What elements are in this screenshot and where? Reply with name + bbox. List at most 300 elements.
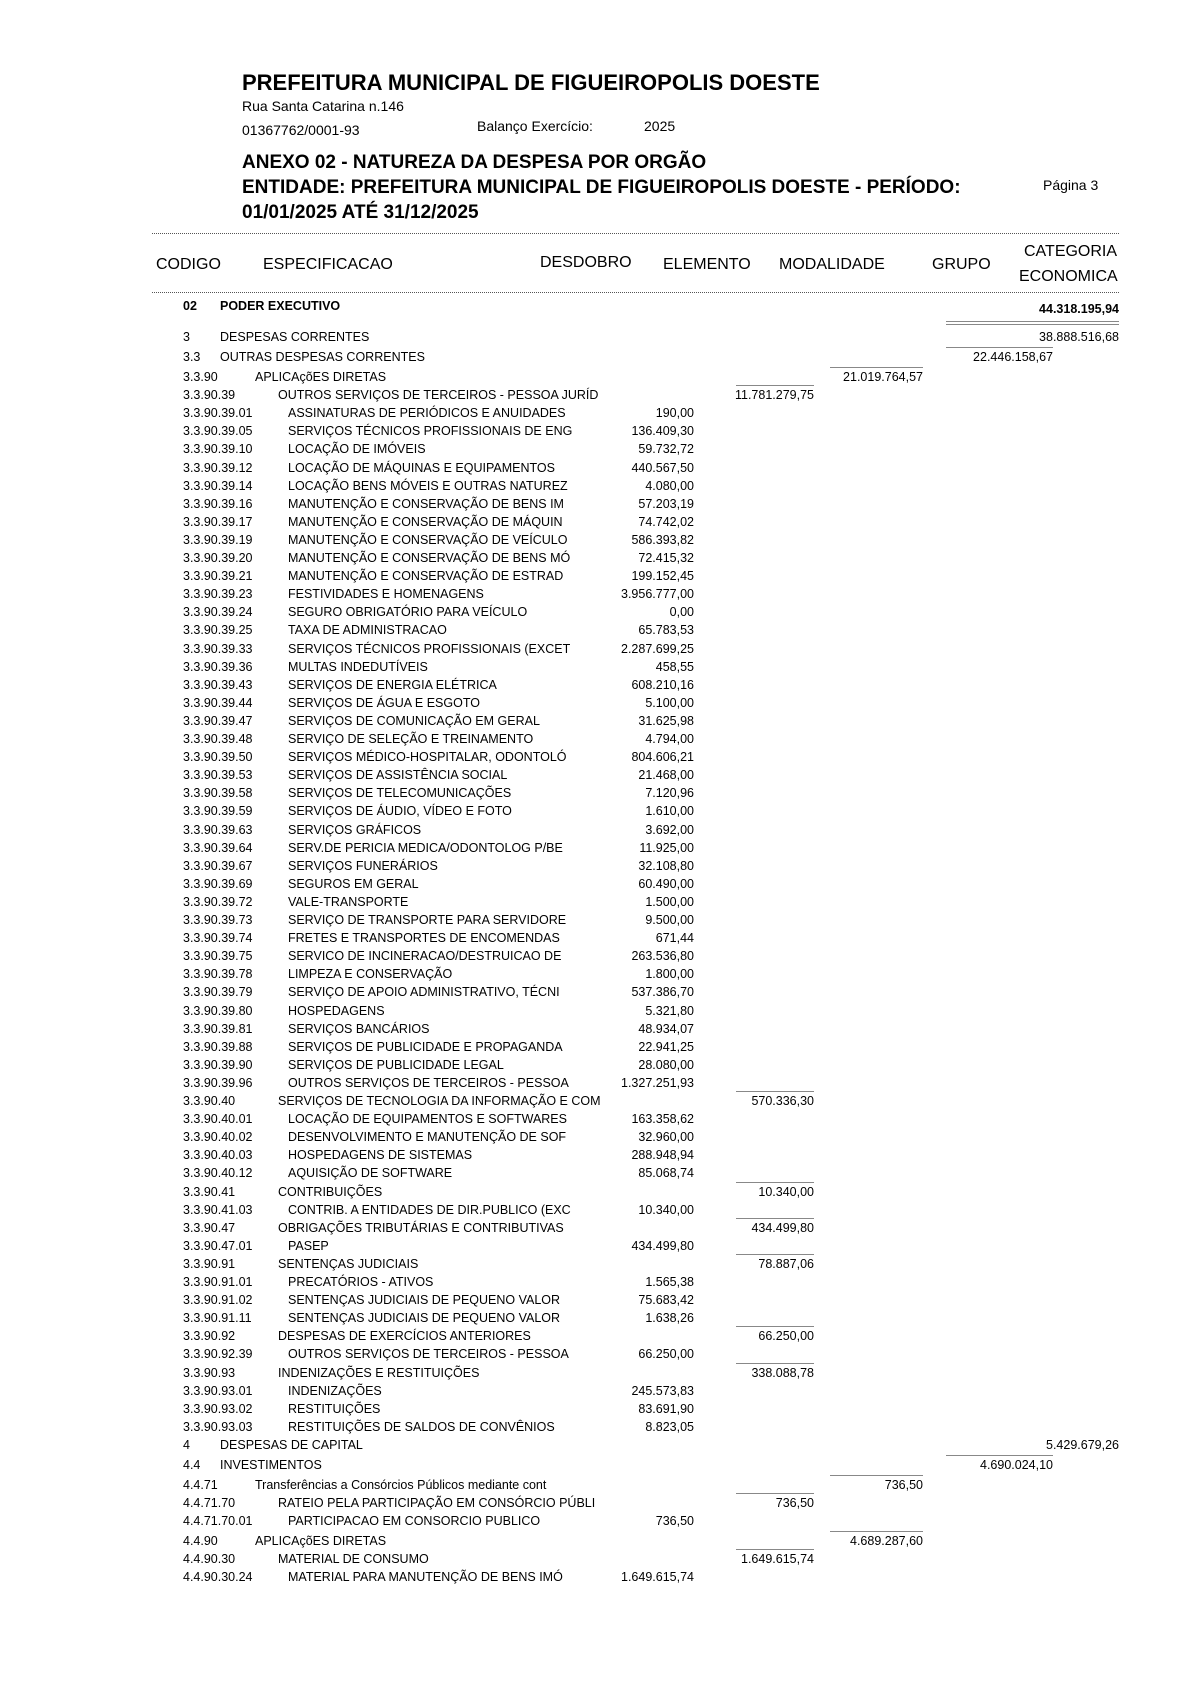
row-value: 60.490,00 [638,876,694,891]
row-value: 4.080,00 [645,478,694,493]
row-value: 66.250,00 [638,1347,694,1362]
table-row [0,1495,1191,1512]
table-row [0,1075,1191,1092]
row-code: 3.3.90.40.01 [183,1112,253,1127]
subtotal-line [830,1531,923,1532]
row-description: LOCAÇÃO DE MÁQUINAS E EQUIPAMENTOS [288,460,555,475]
table-row [0,387,1191,404]
row-description: SERVIÇOS DE ASSISTÊNCIA SOCIAL [288,768,508,783]
row-code: 3.3.90.39.79 [183,985,253,1000]
row-code: 3.3.90.39.64 [183,840,253,855]
row-description: HOSPEDAGENS [288,1003,385,1018]
table-row [0,894,1191,911]
table-row [0,1346,1191,1363]
row-value: 8.823,05 [645,1419,694,1434]
col-categoria: CATEGORIA [1024,243,1118,260]
row-description: SERVIÇOS BANCÁRIOS [288,1021,430,1036]
subtotal-line [830,367,923,368]
row-code: 4 [183,1437,190,1452]
row-description: SERVIÇOS DE PUBLICIDADE LEGAL [288,1057,504,1072]
address: Rua Santa Catarina n.146 [242,98,404,114]
row-code: 3 [183,330,190,344]
row-value: 75.683,42 [638,1293,694,1308]
table-row [0,731,1191,748]
table-row [0,460,1191,477]
table-row [0,876,1191,893]
row-code: 3.3.90.39.67 [183,858,253,873]
row-value: 85.068,74 [638,1166,694,1181]
table-row [0,785,1191,802]
page-number: Página 3 [1043,177,1099,193]
header-divider [152,233,1119,234]
row-value: 31.625,98 [638,713,694,728]
table-row [0,822,1191,839]
table-row [0,1256,1191,1273]
row-value: 3.692,00 [645,822,694,837]
table-row [0,514,1191,531]
row-value: 21.019.764,57 [843,370,923,384]
row-value: 65.783,53 [638,623,694,638]
col-elemento: ELEMENTO [663,256,751,273]
row-code: 4.4.90 [183,1534,218,1549]
row-code: 3.3.90.41 [183,1184,236,1199]
row-value: 288.948,94 [631,1148,694,1163]
col-economica: ECONOMICA [1019,268,1118,285]
subtotal-line [736,1493,814,1494]
columns-divider [152,292,1119,293]
subtotal-line [830,1475,923,1476]
row-description: MANUTENÇÃO E CONSERVAÇÃO DE MÁQUIN [288,514,563,529]
row-description: MANUTENÇÃO E CONSERVAÇÃO DE BENS IM [288,496,564,511]
row-code: 3.3.90.40 [183,1094,236,1108]
row-code: 3.3.90.39.14 [183,478,253,493]
row-value: 1.800,00 [645,967,694,982]
row-value: 32.108,80 [638,858,694,873]
row-description: INDENIZAÇÕES [288,1383,382,1398]
row-code: 3.3.90.39.69 [183,876,253,891]
row-description: SERVIÇO DE APOIO ADMINISTRATIVO, TÉCNI [288,985,560,1000]
row-description: ASSINATURAS DE PERIÓDICOS E ANUIDADES [288,406,566,421]
row-value: 434.499,80 [631,1238,694,1253]
row-value: 74.742,02 [638,514,694,529]
table-row [0,622,1191,639]
row-description: OUTROS SERVIÇOS DE TERCEIROS - PESSOA [288,1075,569,1090]
row-description: FRETES E TRANSPORTES DE ENCOMENDAS [288,931,560,946]
entity-line-2: 01/01/2025 ATÉ 31/12/2025 [242,202,479,223]
row-code: 3.3.90.39.36 [183,659,253,674]
table-row [0,1093,1191,1110]
row-value: 570.336,30 [751,1094,814,1108]
row-value: 48.934,07 [638,1021,694,1036]
row-value: 1.500,00 [645,894,694,909]
row-description: SERVIÇOS DE ENERGIA ELÉTRICA [288,677,497,692]
row-code: 3.3.90.39.74 [183,931,253,946]
row-code: 3.3.90.92.39 [183,1347,253,1362]
row-description: INDENIZAÇÕES E RESTITUIÇÕES [278,1365,480,1380]
row-description: HOSPEDAGENS DE SISTEMAS [288,1148,473,1163]
row-description: SERVIÇOS TÉCNICOS PROFISSIONAIS DE ENG [288,424,573,439]
row-value: 28.080,00 [638,1057,694,1072]
row-code: 3.3.90.40.03 [183,1148,253,1163]
col-grupo: GRUPO [932,256,991,273]
row-description: TAXA DE ADMINISTRACAO [288,623,447,638]
row-value: 586.393,82 [631,532,694,547]
row-description: SENTENÇAS JUDICIAIS DE PEQUENO VALOR [288,1293,561,1308]
document-title: PREFEITURA MUNICIPAL DE FIGUEIROPOLIS DOESTE [242,70,820,95]
table-row [0,1147,1191,1164]
row-code: 3.3.90.39.17 [183,514,253,529]
table-row [0,749,1191,766]
subtotal-line [736,1182,814,1183]
row-value: 5.429.679,26 [1046,1437,1119,1452]
table-row [0,713,1191,730]
row-value: 38.888.516,68 [1039,330,1119,344]
row-description: DESENVOLVIMENTO E MANUTENÇÃO DE SOF [288,1130,567,1145]
row-value: 32.960,00 [638,1130,694,1145]
orgao-name: PODER EXECUTIVO [220,299,341,313]
row-code: 3.3.90.39 [183,388,236,403]
row-description: MANUTENÇÃO E CONSERVAÇÃO DE VEÍCULO [288,532,568,547]
table-row [0,532,1191,549]
row-description: SERVIÇO DE SELEÇÃO E TREINAMENTO [288,732,534,746]
row-description: OBRIGAÇÕES TRIBUTÁRIAS E CONTRIBUTIVAS [278,1220,564,1235]
subtotal-line [736,1363,814,1364]
row-code: 3.3.90.92 [183,1329,236,1344]
row-code: 3.3.90.39.43 [183,677,253,692]
table-row [0,641,1191,658]
row-code: 3.3.90.39.25 [183,623,253,638]
row-description: SERVICO DE INCINERACAO/DESTRUICAO DE [288,949,562,964]
row-value: 10.340,00 [638,1202,694,1217]
table-row [0,478,1191,495]
row-value: 78.887,06 [758,1256,814,1271]
balanco-label: Balanço Exercício: [477,118,593,134]
row-code: 3.3.90.39.90 [183,1057,253,1072]
table-row [0,441,1191,458]
table-row [0,1111,1191,1128]
row-value: 4.690.024,10 [980,1457,1053,1472]
row-value: 245.573,83 [631,1383,694,1398]
row-description: SERVIÇOS MÉDICO-HOSPITALAR, ODONTOLÓ [288,750,567,765]
table-row [0,1292,1191,1309]
row-value: 11.925,00 [639,840,694,855]
row-description: MATERIAL PARA MANUTENÇÃO DE BENS IMÓ [288,1570,563,1585]
subtotal-line [946,347,1053,348]
table-row [0,930,1191,947]
row-value: 59.732,72 [638,442,694,457]
row-value: 136.409,30 [631,424,694,439]
row-code: 3.3.90.39.88 [183,1039,253,1054]
row-value: 9.500,00 [645,913,694,927]
row-code: 4.4.71 [183,1477,218,1492]
exercise-year: 2025 [644,118,676,134]
col-codigo: CODIGO [156,256,221,273]
row-code: 4.4.90.30 [183,1552,236,1567]
row-code: 3.3.90.39.50 [183,750,253,765]
row-description: SENTENÇAS JUDICIAIS DE PEQUENO VALOR [288,1311,561,1326]
row-value: 5.321,80 [645,1003,694,1018]
row-code: 3.3.90.39.47 [183,713,253,728]
row-value: 736,50 [655,1514,694,1529]
row-value: 1.610,00 [645,804,694,819]
table-row [0,1039,1191,1056]
table-row [0,1238,1191,1255]
table-row [0,1057,1191,1074]
col-modalidade: MODALIDADE [779,256,885,273]
table-row [0,695,1191,712]
row-description: APLICAçõES DIRETAS [255,370,387,384]
row-description: PRECATÓRIOS - ATIVOS [288,1275,434,1289]
row-code: 4.4.71.70 [183,1496,236,1510]
row-description: CONTRIB. A ENTIDADES DE DIR.PUBLICO (EXC [288,1202,571,1217]
row-code: 3.3.90.41.03 [183,1202,253,1217]
row-description: VALE-TRANSPORTE [288,894,409,909]
table-row [0,568,1191,585]
row-value: 736,50 [775,1496,814,1510]
row-description: DESPESAS DE EXERCÍCIOS ANTERIORES [278,1329,531,1344]
row-value: 7.120,96 [645,786,694,801]
row-value: 83.691,90 [638,1401,694,1416]
total-underline [946,321,1119,322]
subtotal-line [736,1549,814,1550]
table-row [0,767,1191,784]
row-description: AQUISIÇÃO DE SOFTWARE [288,1166,453,1181]
subtotal-line [736,1254,814,1255]
row-code: 3.3.90.40.02 [183,1130,253,1145]
row-code: 3.3.90.39.19 [183,532,253,547]
table-row [0,1419,1191,1436]
row-value: 608.210,16 [631,677,694,692]
row-description: DESPESAS DE CAPITAL [220,1437,363,1452]
row-code: 3.3.90.39.80 [183,1003,253,1018]
row-description: CONTRIBUIÇÕES [278,1184,383,1199]
row-description: SERV.DE PERICIA MEDICA/ODONTOLOG P/BE [288,840,563,855]
row-description: PASEP [288,1238,329,1253]
table-row [0,912,1191,929]
orgao-code: 02 [183,299,197,313]
row-value: 440.567,50 [631,460,694,475]
subtotal-line [946,1455,1053,1456]
row-description: LIMPEZA E CONSERVAÇÃO [288,967,453,982]
row-value: 1.649.615,74 [741,1552,814,1567]
row-code: 3.3.90.39.75 [183,949,253,964]
row-description: RESTITUIÇÕES [288,1401,381,1416]
row-value: 1.327.251,93 [621,1075,694,1090]
table-row [0,659,1191,676]
row-code: 3.3.90.93.01 [183,1383,253,1398]
row-description: SERVIÇOS GRÁFICOS [288,822,422,837]
row-value: 10.340,00 [758,1184,814,1199]
row-description: LOCAÇÃO BENS MÓVEIS E OUTRAS NATUREZ [288,478,568,493]
row-value: 0,00 [669,605,694,620]
subtotal-line [736,1091,814,1092]
table-row [0,1310,1191,1327]
table-row [0,405,1191,422]
table-row [0,423,1191,440]
row-value: 3.956.777,00 [621,587,694,602]
row-code: 3.3.90.91.02 [183,1293,253,1308]
row-code: 3.3.90.40.12 [183,1166,253,1181]
row-value: 434.499,80 [751,1220,814,1235]
table-row [0,1365,1191,1382]
table-row [0,1477,1191,1494]
row-code: 3.3.90.91 [183,1256,236,1271]
row-value: 263.536,80 [631,949,694,964]
row-value: 22.941,25 [638,1039,694,1054]
table-row [0,496,1191,513]
row-code: 3.3.90.39.33 [183,641,253,656]
row-value: 11.781.279,75 [734,388,814,403]
row-code: 3.3.90.93.03 [183,1419,253,1434]
row-description: SERVIÇOS DE COMUNICAÇÃO EM GERAL [288,713,540,728]
row-description: LOCAÇÃO DE EQUIPAMENTOS E SOFTWARES [288,1112,567,1127]
row-value: 1.565,38 [645,1275,694,1289]
table-row [0,349,1191,366]
orgao-total: 44.318.195,94 [1039,302,1119,316]
entity-line-1: ENTIDADE: PREFEITURA MUNICIPAL DE FIGUEIROPOLIS DOESTE - PERÍODO: [242,177,961,198]
row-description: MANUTENÇÃO E CONSERVAÇÃO DE ESTRAD [288,569,564,584]
row-code: 3.3.90.93 [183,1365,236,1380]
table-row [0,677,1191,694]
subtotal-line [736,1326,814,1327]
row-code: 3.3.90.39.81 [183,1021,253,1036]
row-value: 22.446.158,67 [973,350,1053,364]
table-row [0,803,1191,820]
row-code: 4.4 [183,1457,201,1472]
row-code: 3.3.90.47 [183,1220,236,1235]
subtotal-line [736,385,814,386]
row-value: 163.358,62 [631,1112,694,1127]
row-description: RATEIO PELA PARTICIPAÇÃO EM CONSÓRCIO PÚBLI [278,1496,596,1510]
row-value: 4.794,00 [645,732,694,746]
table-row [0,1021,1191,1038]
row-description: SEGURO OBRIGATÓRIO PARA VEÍCULO [288,605,528,620]
row-code: 3.3.90.39.21 [183,569,253,584]
table-row [0,840,1191,857]
table-row [0,1202,1191,1219]
table-row [0,586,1191,603]
row-code: 3.3.90.39.59 [183,804,253,819]
col-especificacao: ESPECIFICACAO [263,256,393,273]
row-description: SERVIÇOS DE ÁUDIO, VÍDEO E FOTO [288,804,512,819]
row-value: 458,55 [655,659,694,674]
table-row [0,604,1191,621]
row-value: 190,00 [655,406,694,421]
row-value: 4.689.287,60 [850,1534,923,1549]
row-value: 66.250,00 [758,1329,814,1344]
row-description: SEGUROS EM GERAL [288,876,419,891]
row-code: 3.3.90.47.01 [183,1238,253,1253]
table-row [0,1401,1191,1418]
row-code: 3.3.90.39.73 [183,913,253,927]
total-underline-2 [946,324,1119,325]
row-code: 3.3.90 [183,370,218,384]
table-row [0,984,1191,1001]
table-row [0,966,1191,983]
row-description: SERVIÇOS TÉCNICOS PROFISSIONAIS (EXCET [288,641,571,656]
row-description: SERVIÇO DE TRANSPORTE PARA SERVIDORE [288,913,567,927]
table-row [0,1551,1191,1568]
row-description: PARTICIPACAO EM CONSORCIO PUBLICO [288,1514,541,1529]
table-row [0,550,1191,567]
row-value: 21.468,00 [638,768,694,783]
row-description: INVESTIMENTOS [220,1457,322,1472]
table-row [0,329,1191,346]
table-row [0,1457,1191,1474]
table-row [0,1165,1191,1182]
table-row [0,1184,1191,1201]
row-description: SERVIÇOS DE ÁGUA E ESGOTO [288,695,480,710]
table-row [0,1274,1191,1291]
table-row [0,1220,1191,1237]
row-value: 1.649.615,74 [621,1570,694,1585]
row-code: 4.4.90.30.24 [183,1570,253,1585]
row-code: 3.3.90.39.44 [183,695,253,710]
cnpj: 01367762/0001-93 [242,122,360,138]
table-row [0,1533,1191,1550]
row-code: 3.3 [183,350,201,364]
row-description: SERVIÇOS DE TECNOLOGIA DA INFORMAÇÃO E COM [278,1094,601,1108]
row-code: 3.3.90.39.58 [183,786,253,801]
row-code: 3.3.90.39.16 [183,496,253,511]
row-code: 3.3.90.91.01 [183,1275,253,1289]
row-code: 3.3.90.39.10 [183,442,253,457]
row-description: SERVIÇOS DE TELECOMUNICAÇÕES [288,786,512,801]
row-description: SENTENÇAS JUDICIAIS [278,1256,419,1271]
row-value: 537.386,70 [631,985,694,1000]
row-description: OUTRAS DESPESAS CORRENTES [220,350,425,364]
row-description: LOCAÇÃO DE IMÓVEIS [288,442,426,457]
row-value: 57.203,19 [638,496,694,511]
row-code: 3.3.90.39.20 [183,551,253,565]
table-row [0,1383,1191,1400]
row-description: SERVIÇOS FUNERÁRIOS [288,858,438,873]
col-desdobro: DESDOBRO [540,254,632,271]
table-row [0,858,1191,875]
row-code: 4.4.71.70.01 [183,1514,253,1529]
row-description: OUTROS SERVIÇOS DE TERCEIROS - PESSOA [288,1347,569,1362]
table-row [0,1513,1191,1530]
table-row [0,1328,1191,1345]
row-description: FESTIVIDADES E HOMENAGENS [288,587,484,602]
row-code: 3.3.90.39.23 [183,587,253,602]
row-code: 3.3.90.91.11 [183,1311,252,1326]
table-row [0,1129,1191,1146]
row-value: 736,50 [884,1477,923,1492]
row-code: 3.3.90.39.72 [183,894,253,909]
table-row [0,1003,1191,1020]
table-row [0,369,1191,386]
row-code: 3.3.90.39.78 [183,967,253,982]
row-description: Transferências a Consórcios Públicos mediante cont [255,1477,547,1492]
row-code: 3.3.90.39.24 [183,605,253,620]
table-row [0,1437,1191,1454]
row-code: 3.3.90.39.96 [183,1075,253,1090]
row-code: 3.3.90.39.05 [183,424,253,439]
row-value: 338.088,78 [751,1365,814,1380]
row-value: 1.638,26 [645,1311,694,1326]
row-description: RESTITUIÇÕES DE SALDOS DE CONVÊNIOS [288,1419,555,1434]
row-description: MATERIAL DE CONSUMO [278,1552,429,1567]
table-row [0,1569,1191,1586]
row-description: SERVIÇOS DE PUBLICIDADE E PROPAGANDA [288,1039,563,1054]
table-row [0,948,1191,965]
subtotal-line [736,1218,814,1219]
row-description: MANUTENÇÃO E CONSERVAÇÃO DE BENS MÓ [288,551,571,565]
row-code: 3.3.90.39.01 [183,406,253,421]
row-description: OUTROS SERVIÇOS DE TERCEIROS - PESSOA JURÍD [278,388,599,403]
row-code: 3.3.90.39.63 [183,822,253,837]
